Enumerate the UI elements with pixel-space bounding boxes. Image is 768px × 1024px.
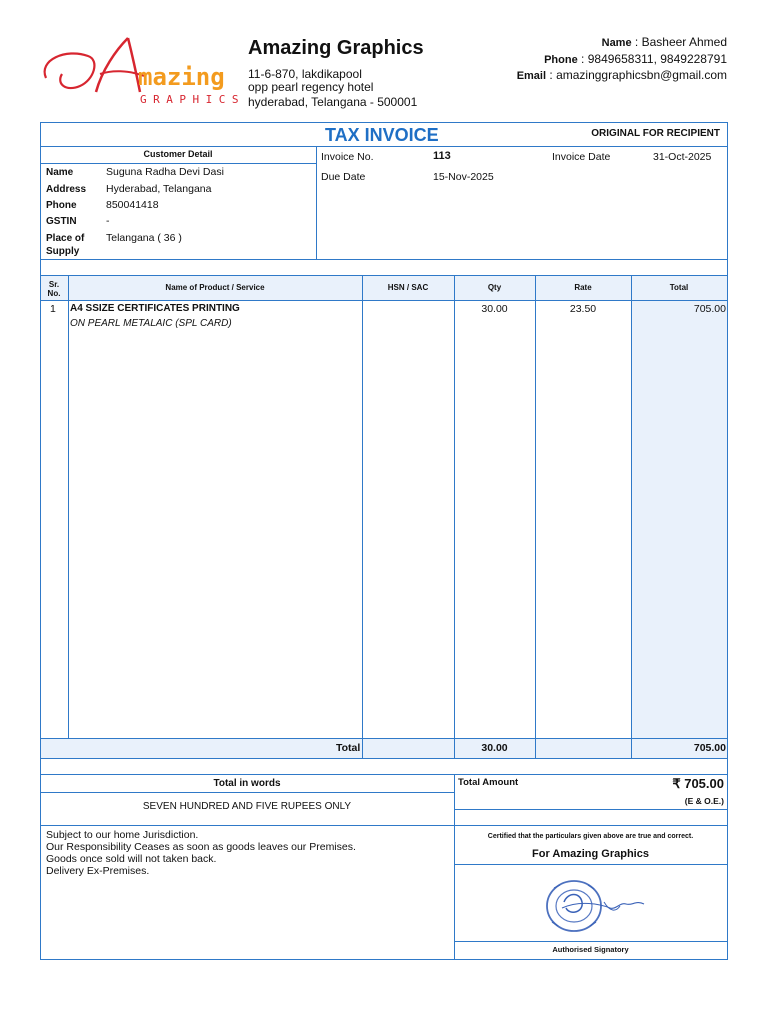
customer-place-label-1: Place of: [46, 233, 85, 244]
contact-phone: Phone : 9849658311, 9849228791: [544, 52, 727, 66]
total-in-words-value: SEVEN HUNDRED AND FIVE RUPEES ONLY: [142, 801, 352, 812]
contact-name-label: Name: [601, 37, 632, 49]
contact-email: Email : amazinggraphicsbn@gmail.com: [516, 68, 727, 82]
customer-gstin-value: -: [106, 215, 110, 227]
contact-name: Name : Basheer Ahmed: [601, 35, 727, 49]
logo-word: mazing: [138, 63, 225, 91]
company-stamp: [540, 878, 650, 934]
company-address-line-1: 11-6-870, lakdikapool: [248, 67, 362, 81]
row-rate: 23.50: [569, 303, 597, 315]
terms-line-1: Subject to our home Jurisdiction.: [46, 829, 199, 841]
customer-name-label: Name: [46, 167, 74, 178]
certified-text: Certified that the particulars given above are true and correct.: [487, 833, 694, 840]
customer-place-label-2: Supply: [46, 246, 80, 257]
customer-phone-label: Phone: [46, 200, 77, 211]
due-date-value: 15-Nov-2025: [433, 171, 494, 183]
col-header-sr-2: No.: [47, 289, 61, 298]
company-address-line-2: opp pearl regency hotel: [248, 80, 374, 94]
contact-email-label: Email: [516, 70, 547, 82]
total-amount-label: Total Amount: [458, 777, 519, 788]
invoice-copy-label: ORIGINAL FOR RECIPIENT: [591, 128, 720, 139]
col-header-sr-1: Sr.: [48, 280, 60, 289]
col-header-qty: Qty: [487, 283, 502, 292]
eoe-label: (E & O.E.): [684, 796, 724, 806]
row-product-name: A4 SSIZE CERTIFICATES PRINTING: [70, 303, 240, 314]
row-sr: 1: [50, 303, 56, 315]
row-product-desc: ON PEARL METALAIC (SPL CARD): [70, 318, 232, 329]
stamp-signature-icon: [540, 878, 650, 934]
contact-name-value: Basheer Ahmed: [641, 35, 727, 49]
company-logo: [36, 30, 245, 110]
invoice-title: TAX INVOICE: [325, 125, 439, 145]
customer-detail-heading: Customer Detail: [143, 149, 213, 159]
col-header-name: Name of Product / Service: [165, 283, 265, 292]
customer-place-value: Telangana ( 36 ): [106, 232, 182, 244]
row-qty: 30.00: [481, 303, 508, 315]
total-row-fill: [40, 738, 727, 758]
col-header-rate: Rate: [574, 283, 592, 292]
customer-address-label: Address: [46, 184, 87, 195]
total-in-words-label: Total in words: [213, 778, 281, 789]
total-qty: 30.00: [481, 742, 508, 754]
total-label: Total: [336, 742, 361, 754]
authorised-signatory: Authorised Signatory: [552, 945, 629, 954]
terms-line-2: Our Responsibility Ceases as soon as goods leaves our Premises.: [46, 841, 356, 853]
due-date-label: Due Date: [321, 171, 366, 183]
invoice-no-label: Invoice No.: [321, 151, 374, 163]
contact-phone-value: 9849658311, 9849228791: [587, 52, 727, 66]
terms-line-4: Delivery Ex-Premises.: [46, 865, 150, 877]
col-header-total: Total: [669, 283, 689, 292]
invoice-date-label: Invoice Date: [552, 151, 611, 163]
col-header-hsn: HSN / SAC: [387, 283, 429, 292]
total-amount-row: 705.00: [693, 742, 726, 754]
invoice-no-value: 113: [433, 150, 451, 162]
logo-subword: GRAPHICS: [140, 93, 245, 106]
contact-email-value: amazinggraphicsbn@gmail.com: [556, 68, 727, 82]
total-amount-value: ₹ 705.00: [672, 776, 724, 791]
contact-phone-label: Phone: [544, 54, 578, 66]
customer-address-value: Hyderabad, Telangana: [106, 183, 212, 195]
total-column-fill: [631, 300, 727, 738]
terms-line-3: Goods once sold will not taken back.: [46, 853, 217, 865]
customer-gstin-label: GSTIN: [46, 216, 77, 227]
terms: [46, 829, 356, 877]
company-address-line-3: hyderabad, Telangana - 500001: [248, 95, 418, 109]
company-name: Amazing Graphics: [248, 37, 424, 59]
invoice-date-value: 31-Oct-2025: [653, 151, 712, 163]
customer-name-value: Suguna Radha Devi Dasi: [106, 166, 224, 178]
customer-phone-value: 850041418: [106, 199, 159, 211]
for-company: For Amazing Graphics: [532, 848, 649, 860]
row-total: 705.00: [693, 303, 726, 315]
